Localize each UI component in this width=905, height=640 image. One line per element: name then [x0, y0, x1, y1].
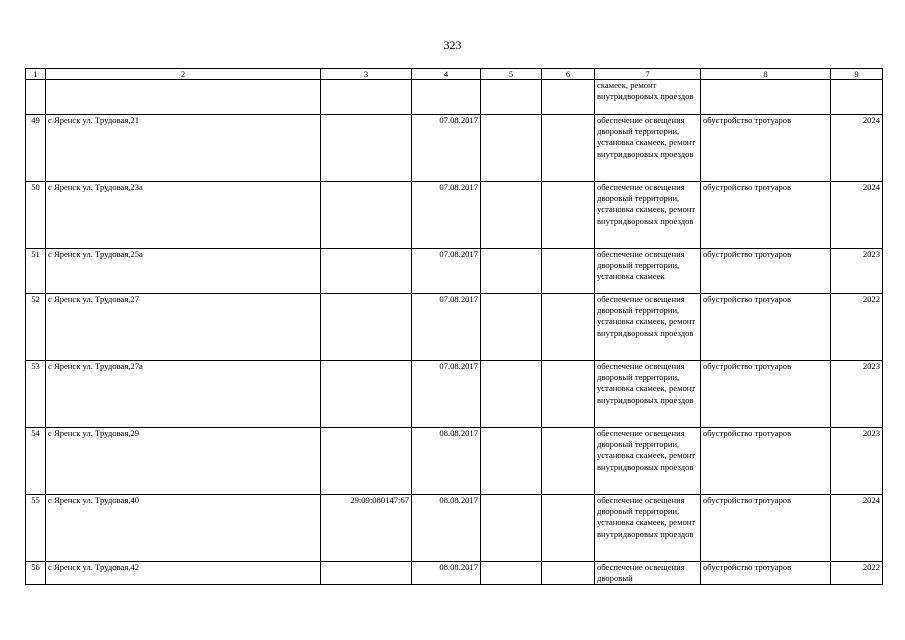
- table-row: [26, 249, 883, 294]
- cadastral-number-cell: 29:09:080147:67: [321, 495, 412, 562]
- column-header: 5: [481, 69, 542, 80]
- table-row: [26, 495, 883, 562]
- column-header: 7: [595, 69, 701, 80]
- empty-cell: [542, 80, 595, 115]
- year-cell: 2022: [831, 294, 883, 361]
- column-header: 8: [701, 69, 831, 80]
- cadastral-number-cell: [321, 294, 412, 361]
- table-row: [26, 562, 883, 585]
- column-number-row: [26, 69, 883, 80]
- column-6-cell: [542, 562, 595, 585]
- table-row: [26, 428, 883, 495]
- column-5-cell: [481, 294, 542, 361]
- work-cell: обеспечение освещения дворовый территории, установка скамеек, ремонт внутридворовых проездов: [595, 294, 701, 361]
- row-number-cell: 54: [26, 428, 46, 495]
- column-header: 3: [321, 69, 412, 80]
- column-6-cell: [542, 294, 595, 361]
- date-cell: 08.08.2017: [412, 562, 481, 585]
- empty-cell: [701, 80, 831, 115]
- work-cell: обеспечение освещения дворовый территории, установка скамеек, ремонт внутридворовых проездов: [595, 361, 701, 428]
- date-cell: 07.08.2017: [412, 294, 481, 361]
- column-5-cell: [481, 428, 542, 495]
- cadastral-number-cell: [321, 562, 412, 585]
- row-number-cell: 52: [26, 294, 46, 361]
- year-cell: 2023: [831, 428, 883, 495]
- column-5-cell: [481, 495, 542, 562]
- cadastral-number-cell: [321, 361, 412, 428]
- date-cell: 07.08.2017: [412, 115, 481, 182]
- address-cell: с Яренск ул. Трудовая,25а: [46, 249, 321, 294]
- column-6-cell: [542, 361, 595, 428]
- work-cell: обеспечение освещения дворовый территории, установка скамеек, ремонт внутридворовых проездов: [595, 115, 701, 182]
- work-cell: скамеек, ремонт внутридворовых проездов: [595, 80, 701, 115]
- address-cell: с Яренск ул. Трудовая,27а: [46, 361, 321, 428]
- improvement-type-cell: обустройство тротуаров: [701, 294, 831, 361]
- improvement-type-cell: обустройство тротуаров: [701, 428, 831, 495]
- row-number-cell: 49: [26, 115, 46, 182]
- date-cell: 08.08.2017: [412, 428, 481, 495]
- column-5-cell: [481, 249, 542, 294]
- row-number-cell: 51: [26, 249, 46, 294]
- improvement-type-cell: обустройство тротуаров: [701, 115, 831, 182]
- column-5-cell: [481, 115, 542, 182]
- empty-cell: [481, 80, 542, 115]
- table-row: [26, 115, 883, 182]
- column-header: 1: [26, 69, 46, 80]
- year-cell: 2024: [831, 115, 883, 182]
- row-number-cell: 53: [26, 361, 46, 428]
- column-6-cell: [542, 428, 595, 495]
- page-number: 323: [443, 38, 462, 52]
- improvement-type-cell: обустройство тротуаров: [701, 495, 831, 562]
- address-cell: с Яренск ул. Трудовая,29: [46, 428, 321, 495]
- work-cell: обеспечение освещения дворовый территории, установка скамеек, ремонт внутридворовых проездов: [595, 495, 701, 562]
- table-row: [26, 294, 883, 361]
- column-header: 6: [542, 69, 595, 80]
- column-5-cell: [481, 562, 542, 585]
- address-cell: с Яренск ул. Трудовая,21: [46, 115, 321, 182]
- year-cell: 2024: [831, 182, 883, 249]
- continuation-row: [26, 80, 883, 115]
- empty-cell: [46, 80, 321, 115]
- column-header: 9: [831, 69, 883, 80]
- address-cell: с Яренск ул. Трудовая,40: [46, 495, 321, 562]
- work-cell: обеспечение освещения дворовый: [595, 562, 701, 585]
- date-cell: 07.08.2017: [412, 361, 481, 428]
- improvement-type-cell: обустройство тротуаров: [701, 182, 831, 249]
- row-number-cell: 56: [26, 562, 46, 585]
- empty-cell: [26, 80, 46, 115]
- work-cell: обеспечение освещения дворовый территории, установка скамеек: [595, 249, 701, 294]
- register-table: [25, 68, 883, 585]
- column-5-cell: [481, 182, 542, 249]
- improvement-type-cell: обустройство тротуаров: [701, 361, 831, 428]
- address-cell: с Яренск ул. Трудовая,42: [46, 562, 321, 585]
- cadastral-number-cell: [321, 249, 412, 294]
- row-number-cell: 50: [26, 182, 46, 249]
- cadastral-number-cell: [321, 115, 412, 182]
- column-header: 4: [412, 69, 481, 80]
- cadastral-number-cell: [321, 182, 412, 249]
- year-cell: 2023: [831, 361, 883, 428]
- address-cell: с Яренск ул. Трудовая,27: [46, 294, 321, 361]
- column-6-cell: [542, 249, 595, 294]
- work-cell: обеспечение освещения дворовый территории, установка скамеек, ремонт внутридворовых проездов: [595, 428, 701, 495]
- empty-cell: [831, 80, 883, 115]
- column-6-cell: [542, 115, 595, 182]
- date-cell: 07.08.2017: [412, 182, 481, 249]
- date-cell: 07.08.2017: [412, 249, 481, 294]
- improvement-type-cell: обустройство тротуаров: [701, 562, 831, 585]
- table-row: [26, 182, 883, 249]
- column-6-cell: [542, 495, 595, 562]
- table-row: [26, 361, 883, 428]
- empty-cell: [412, 80, 481, 115]
- date-cell: 08.08.2017: [412, 495, 481, 562]
- row-number-cell: 55: [26, 495, 46, 562]
- empty-cell: [321, 80, 412, 115]
- column-5-cell: [481, 361, 542, 428]
- address-cell: с Яренск ул. Трудовая,23а: [46, 182, 321, 249]
- column-6-cell: [542, 182, 595, 249]
- year-cell: 2024: [831, 495, 883, 562]
- improvement-type-cell: обустройство тротуаров: [701, 249, 831, 294]
- year-cell: 2022: [831, 562, 883, 585]
- column-header: 2: [46, 69, 321, 80]
- year-cell: 2023: [831, 249, 883, 294]
- cadastral-number-cell: [321, 428, 412, 495]
- work-cell: обеспечение освещения дворовый территории, установка скамеек, ремонт внутридворовых проездов: [595, 182, 701, 249]
